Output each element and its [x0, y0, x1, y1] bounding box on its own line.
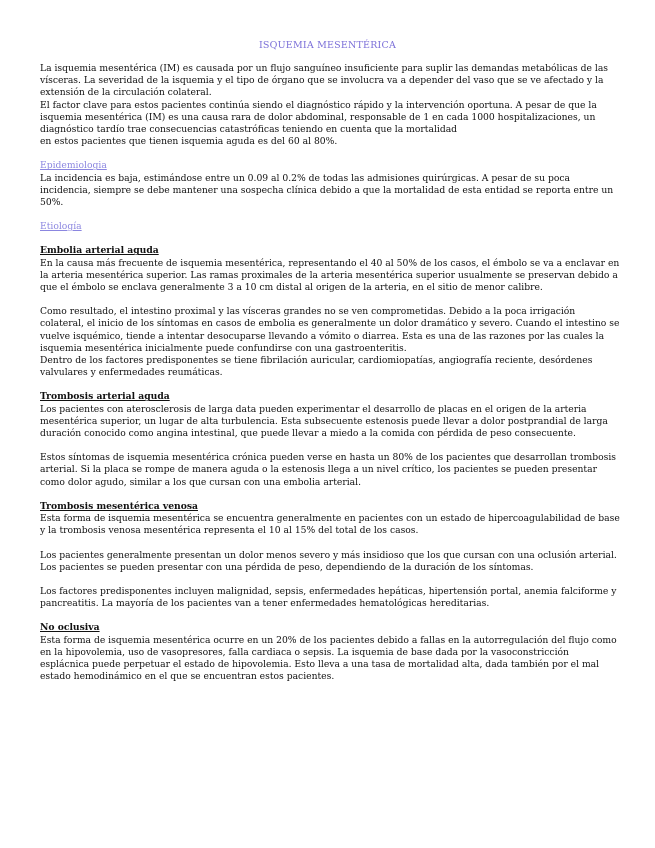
intro-paragraph-3: en estos pacientes que tienen isquemia aguda es del 60 al 80%.: [40, 136, 338, 148]
intro-paragraph-1: La isquemia mesentérica (IM) es causada por un flujo sanguíneo insuficiente para suplir las demandas metabólicas de las vísceras. La severidad de la isquemia y el tipo de órgano que se involucra va a depender del vaso que se ve afectado y la extensión de la circulación colateral.: [40, 63, 609, 99]
document-body: [40, 63, 620, 683]
trombosis-venosa-paragraph-2: Los pacientes generalmente presentan un dolor menos severo y más insidioso que los que cursan con una oclusión arterial. Los pacientes se pueden presentar con una pérdida de peso, dependiendo de la duración de los síntomas.: [40, 549, 617, 573]
embolia-paragraph-1: En la causa más frecuente de isquemia mesentérica, representando el 40 al 50% de los casos, el émbolo se va a enclavar en la arteria mesentérica superior. Las ramas proximales de la arteria mesentérica superior usualmente se preservan debido a que el émbolo se enclava generalmente 3 a 10 cm distal al origen de la arteria, en el sitio de menor calibre.: [40, 257, 620, 294]
epidemiologia-paragraph: La incidencia es baja, estimándose entre un 0.09 al 0.2% de todas las admisiones quirúrgicas. A pesar de su poca incidencia, siempre se debe mantener una sospecha clínica debido a que la mortalidad de esta entidad se reporta entre un 50%.: [40, 172, 614, 209]
trombosis-venosa-paragraph-1: Esta forma de isquemia mesentérica se encuentra generalmente en pacientes con un estado de hipercoagulabilidad de base y la trombosis venosa mesentérica representa el 10 al 15% del total de los casos.: [40, 513, 620, 537]
trombosis-arterial-heading: Trombosis arterial aguda: [40, 391, 170, 403]
embolia-heading: Embolia arterial aguda: [40, 245, 159, 257]
trombosis-arterial-paragraph-2: Estos síntomas de isquemia mesentérica crónica pueden verse en hasta un 80% de los pacientes que desarrollan trombosis arterial. Si la placa se rompe de manera aguda o la estenosis llega a un nivel crítico, los pacientes se pueden presentar como dolor agudo, similar a los que cursan con una embolia arterial.: [40, 452, 617, 488]
document-title: ISQUEMIA MESENTÉRICA: [258, 40, 397, 51]
trombosis-venosa-heading: Trombosis mesentérica venosa: [40, 500, 198, 512]
trombosis-venosa-paragraph-3: Los factores predisponentes incluyen malignidad, sepsis, enfermedades hepáticas, hipertensión portal, anemia falciforme y pancreatitis. La mayoría de los pacientes van a tener enfermedades hematológicas hereditarias.: [40, 585, 617, 610]
intro-paragraph-2: El factor clave para estos pacientes continúa siendo el diagnóstico rápido y la intervención oportuna. A pesar de que la isquemia mesentérica (IM) es una causa rara de dolor abdominal, responsable de 1 en cada 1000 hospitalizaciones, un diagnóstico tardío trae consecuencias catastróficas teniendo en cuenta que la mortalidad: [40, 99, 597, 136]
no-oclusiva-heading: No oclusiva: [40, 622, 100, 634]
no-oclusiva-paragraph-1: Esta forma de isquemia mesentérica ocurre en un 20% de los pacientes debido a fallas en la autorregulación del flujo como en la hipovolemia, uso de vasopresores, falla cardiaca o sepsis. La isquemia de base dada por la vasoconstricción esplácnica puede perpetuar el estado de hipovolemia. Esto lleva a una tasa de mortalidad alta, dada también por el mal estado hemodinámico en el que se encuentran estos pacientes.: [40, 634, 617, 683]
embolia-paragraph-3: Dentro de los factores predisponentes se tiene fibrilación auricular, cardiomiopatías, angiografía reciente, desórdenes valvulares y enfermedades reumáticas.: [40, 355, 593, 379]
embolia-paragraph-2: Como resultado, el intestino proximal y las vísceras grandes no se ven comprometidas. Debido a la poca irrigación colateral, el inicio de los síntomas en casos de embolia es generalmente un dolor dramático y severo. Cuando el intestino se vuelve isquémico, tiende a intentar desocuparse llevando a vómito o diarrea. Esta es una de las razones por las cuales la isquemia mesentérica inicialmente puede confundirse con una gastroenteritis.: [40, 306, 620, 354]
trombosis-arterial-paragraph-1: Los pacientes con aterosclerosis de larga data pueden experimentar el desarrollo de placas en el origen de la arteria mesentérica superior, un lugar de alta turbulencia. Esta subsecuente estenosis puede llevar a dolor postprandial de larga duración conocido como angina intestinal, que puede llevar a miedo a la comida con pérdida de peso consecuente.: [40, 403, 608, 440]
etiologia-heading-link[interactable]: Etiología: [40, 221, 82, 233]
epidemiologia-heading-link[interactable]: Epidemiologia: [40, 160, 107, 172]
